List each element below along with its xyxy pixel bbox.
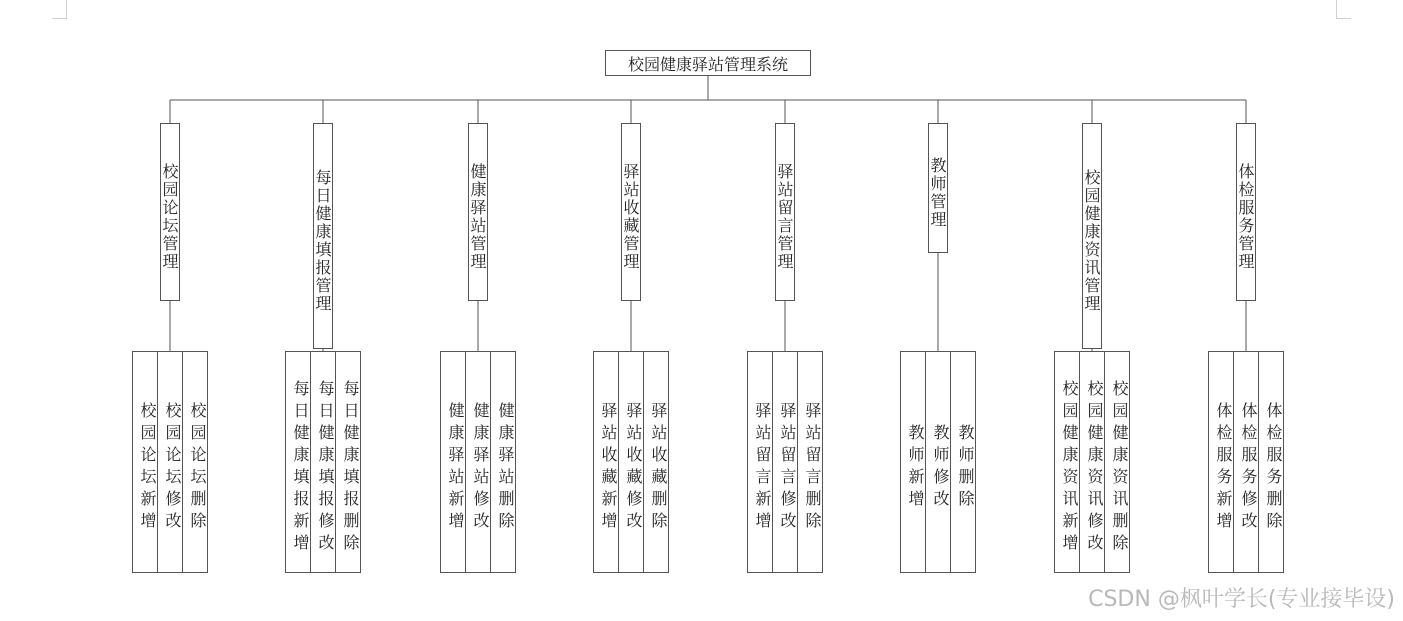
leaf-node: 驿站留言修改 [772, 351, 798, 573]
leaf-node: 驿站留言删除 [797, 351, 823, 573]
leaf-node: 驿站留言新增 [747, 351, 773, 573]
leaf-node: 驿站收藏修改 [618, 351, 644, 573]
leaf-node: 驿站收藏新增 [593, 351, 619, 573]
leaf-node: 健康驿站修改 [465, 351, 491, 573]
leaf-node: 体检服务删除 [1258, 351, 1284, 573]
module-node: 驿站收藏管理 [621, 123, 641, 301]
module-node: 校园论坛管理 [160, 123, 180, 301]
leaf-node: 校园论坛新增 [132, 351, 158, 573]
leaf-node: 每日健康填报修改 [310, 351, 336, 573]
module-node: 健康驿站管理 [468, 123, 488, 301]
leaf-node: 教师修改 [925, 351, 951, 573]
leaf-node: 校园论坛删除 [182, 351, 208, 573]
leaf-node: 校园论坛修改 [157, 351, 183, 573]
leaf-node: 每日健康填报新增 [285, 351, 311, 573]
root-node: 校园健康驿站管理系统 [605, 50, 811, 76]
leaf-node: 校园健康资讯删除 [1104, 351, 1130, 573]
leaf-node: 驿站收藏删除 [643, 351, 669, 573]
module-node: 校园健康资讯管理 [1082, 123, 1102, 349]
module-node: 每日健康填报管理 [313, 123, 333, 349]
leaf-node: 校园健康资讯修改 [1079, 351, 1105, 573]
leaf-node: 体检服务新增 [1208, 351, 1234, 573]
leaf-node: 每日健康填报删除 [335, 351, 361, 573]
module-node: 教师管理 [928, 123, 948, 253]
module-node: 体检服务管理 [1236, 123, 1256, 301]
leaf-node: 教师新增 [900, 351, 926, 573]
leaf-node: 健康驿站删除 [490, 351, 516, 573]
watermark: CSDN @枫叶学长(专业接毕设) [1088, 587, 1395, 612]
leaf-node: 教师删除 [950, 351, 976, 573]
leaf-node: 健康驿站新增 [440, 351, 466, 573]
leaf-node: 校园健康资讯新增 [1054, 351, 1080, 573]
module-node: 驿站留言管理 [775, 123, 795, 301]
leaf-node: 体检服务修改 [1233, 351, 1259, 573]
